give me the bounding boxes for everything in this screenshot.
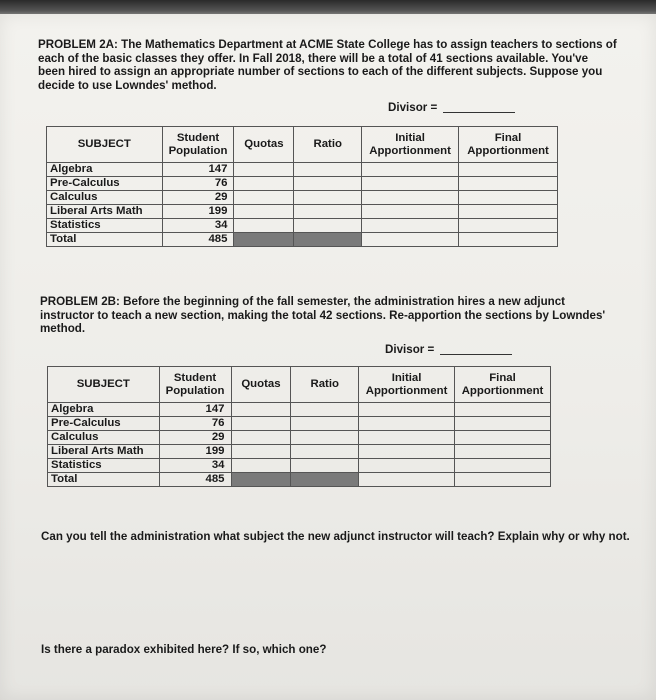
final-cell[interactable] [459, 219, 558, 233]
quota-cell[interactable] [234, 177, 294, 191]
problem-2a-text [38, 38, 618, 92]
header-final: Final Apportionment [455, 367, 551, 403]
divisor-2a [388, 101, 515, 114]
final-cell[interactable] [459, 177, 558, 191]
initial-cell[interactable] [359, 445, 455, 459]
header-ratio: Ratio [291, 367, 359, 403]
quota-cell[interactable] [234, 219, 294, 233]
table-row [47, 163, 558, 177]
initial-total-cell[interactable] [359, 473, 455, 487]
ratio-cell[interactable] [294, 219, 362, 233]
quota-cell[interactable] [231, 445, 291, 459]
problem-2b-text [40, 295, 620, 336]
ratio-cell[interactable] [294, 163, 362, 177]
problem-2b-body: Before the beginning of the fall semester, the administration hires a new adjunct instructor to teach a new section, making the total 42 sections. Re-apportion the sections by Lowndes' method. [40, 295, 606, 336]
final-cell[interactable] [455, 403, 551, 417]
population-cell: 76 [162, 177, 234, 191]
population-cell: 485 [162, 233, 234, 247]
quota-cell[interactable] [234, 163, 294, 177]
header-quotas: Quotas [234, 127, 294, 163]
header-quotas: Quotas [231, 367, 291, 403]
initial-cell[interactable] [362, 191, 459, 205]
divisor-2a-label: Divisor = [388, 101, 438, 114]
initial-cell[interactable] [359, 459, 455, 473]
final-total-cell[interactable] [459, 233, 558, 247]
initial-cell[interactable] [362, 219, 459, 233]
table-row [47, 177, 558, 191]
quota-cell[interactable] [231, 403, 291, 417]
table-row [48, 459, 551, 473]
population-cell: 34 [159, 459, 231, 473]
ratio-cell[interactable] [291, 445, 359, 459]
table-2a [46, 126, 558, 247]
initial-cell[interactable] [362, 205, 459, 219]
initial-cell[interactable] [359, 417, 455, 431]
population-cell: 147 [159, 403, 231, 417]
ratio-cell[interactable] [294, 191, 362, 205]
header-initial: Initial Apportionment [359, 367, 455, 403]
header-population: Student Population [162, 127, 234, 163]
problem-2a-body: The Mathematics Department at ACME State College has to assign teachers to sections of each of the basic classes they offer. In Fall 2018, there will be a total of 41 sections available. You've been hired to assign an appropriate number of sections to each of the different subjects. Suppose you decide to use Lowndes' method. [38, 38, 617, 92]
subject-cell: Liberal Arts Math [47, 205, 163, 219]
quota-cell[interactable] [234, 191, 294, 205]
subject-cell: Pre-Calculus [48, 417, 160, 431]
final-cell[interactable] [455, 459, 551, 473]
ratio-cell[interactable] [291, 431, 359, 445]
divisor-2a-blank[interactable] [443, 112, 515, 113]
quota-cell[interactable] [234, 205, 294, 219]
table-row [47, 191, 558, 205]
problem-2b-heading: PROBLEM 2B: [40, 295, 120, 308]
population-cell: 199 [159, 445, 231, 459]
population-cell: 29 [162, 191, 234, 205]
divisor-2b-blank[interactable] [440, 354, 512, 355]
subject-cell: Calculus [48, 431, 160, 445]
quota-cell[interactable] [231, 459, 291, 473]
header-population: Student Population [159, 367, 231, 403]
table-2a-header-row [47, 127, 558, 163]
final-cell[interactable] [459, 205, 558, 219]
initial-cell[interactable] [362, 177, 459, 191]
initial-cell[interactable] [359, 431, 455, 445]
shaded-cell [231, 473, 291, 487]
header-subject: SUBJECT [47, 127, 163, 163]
table-row [48, 403, 551, 417]
population-cell: 485 [159, 473, 231, 487]
quota-cell[interactable] [231, 431, 291, 445]
final-cell[interactable] [455, 417, 551, 431]
population-cell: 34 [162, 219, 234, 233]
initial-cell[interactable] [359, 403, 455, 417]
header-final: Final Apportionment [459, 127, 558, 163]
initial-cell[interactable] [362, 163, 459, 177]
header-ratio: Ratio [294, 127, 362, 163]
population-cell: 147 [162, 163, 234, 177]
ratio-cell[interactable] [294, 177, 362, 191]
shaded-cell [294, 233, 362, 247]
population-cell: 199 [162, 205, 234, 219]
table-row [47, 205, 558, 219]
shaded-cell [234, 233, 294, 247]
subject-cell: Calculus [47, 191, 163, 205]
divisor-2b [385, 343, 512, 356]
final-cell[interactable] [455, 431, 551, 445]
quota-cell[interactable] [231, 417, 291, 431]
population-cell: 76 [159, 417, 231, 431]
subject-cell: Pre-Calculus [47, 177, 163, 191]
table-row [48, 445, 551, 459]
table-row [47, 219, 558, 233]
subject-cell: Algebra [48, 403, 160, 417]
header-initial: Initial Apportionment [362, 127, 459, 163]
population-cell: 29 [159, 431, 231, 445]
final-total-cell[interactable] [455, 473, 551, 487]
problem-2a-heading: PROBLEM 2A: [38, 38, 118, 51]
ratio-cell[interactable] [294, 205, 362, 219]
table-row [48, 417, 551, 431]
table-2b-header-row [48, 367, 551, 403]
subject-cell: Statistics [48, 459, 160, 473]
initial-total-cell[interactable] [362, 233, 459, 247]
question-adjunct-subject: Can you tell the administration what subject the new adjunct instructor will teach? Explain why or why not. [41, 530, 630, 543]
table-total-row [48, 473, 551, 487]
final-cell[interactable] [459, 163, 558, 177]
table-total-row [47, 233, 558, 247]
ratio-cell[interactable] [291, 459, 359, 473]
subject-cell: Algebra [47, 163, 163, 177]
question-paradox: Is there a paradox exhibited here? If so, which one? [41, 643, 327, 656]
header-subject: SUBJECT [48, 367, 160, 403]
final-cell[interactable] [455, 445, 551, 459]
ratio-cell[interactable] [291, 417, 359, 431]
shaded-cell [291, 473, 359, 487]
table-2b [47, 366, 551, 487]
divisor-2b-label: Divisor = [385, 343, 435, 356]
subject-cell: Statistics [47, 219, 163, 233]
ratio-cell[interactable] [291, 403, 359, 417]
final-cell[interactable] [459, 191, 558, 205]
worksheet-page [0, 14, 656, 700]
subject-cell: Total [48, 473, 160, 487]
table-row [48, 431, 551, 445]
subject-cell: Total [47, 233, 163, 247]
subject-cell: Liberal Arts Math [48, 445, 160, 459]
